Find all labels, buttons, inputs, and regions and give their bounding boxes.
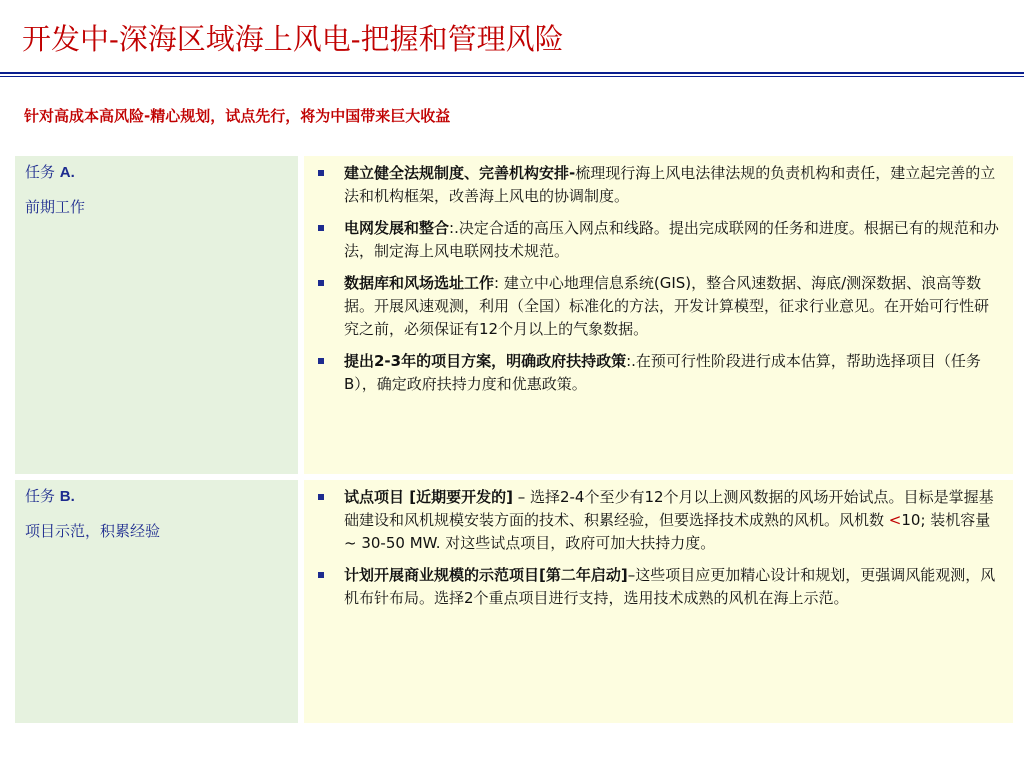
list-item: [344, 162, 1001, 208]
bullet-square-icon: [318, 572, 324, 578]
task-a-label: [25, 162, 288, 183]
page-title: 开发中-深海区域海上风电-把握和管理风险: [22, 22, 564, 56]
task-row-a: [15, 156, 1013, 474]
task-a-id: A.: [59, 164, 75, 181]
list-item: [344, 486, 1001, 555]
task-b-desc: 项目示范，积累经验: [25, 522, 161, 540]
bullet-text: –这些项目应更加精心设计和规划，更强调风能观测，风机布针布局。选择2个重点项目进行支持，选用技术成熟的风机在海上示范。: [344, 566, 996, 607]
bullet-square-icon: [318, 170, 324, 176]
bullet-heading: 电网发展和整合: [344, 219, 450, 237]
task-a-desc: 前期工作: [25, 198, 86, 216]
bullet-square-icon: [318, 358, 324, 364]
bullet-text: 梳理现行海上风电法律法规的负责机构和责任，建立起完善的立法和机构框架，改善海上风电的协调制度。: [344, 164, 996, 205]
bullet-text: : 建立中心地理信息系统(GIS)，整合风速数据、海底/测深数据、浪高等数据。开展风速观测，利用（全国）标准化的方法，开发计算模型，征求行业意见。在开始可行性研究之前，必须保证有12个月以上的气象数据。: [344, 274, 990, 338]
bullet-text: :.在预可行性阶段进行成本估算，帮助选择项目（任务B），确定政府扶持力度和优惠政策。: [344, 352, 981, 393]
bullet-square-icon: [318, 494, 324, 500]
bullet-square-icon: [318, 280, 324, 286]
task-a-bullet-list: [344, 162, 1001, 396]
task-a-content-cell: [304, 156, 1013, 474]
bullet-text: – 选择2-4个至少有12个月以上测风数据的风场开始试点。目标是掌握基础建设和风机规模安装方面的技术、积累经验，但要选择技术成熟的风机。风机数: [344, 488, 994, 529]
task-row-b: [15, 480, 1013, 723]
page-subtitle: 针对高成本高风险-精心规划，试点先行，将为中国带来巨大收益: [24, 107, 451, 125]
task-b-id: B.: [59, 488, 75, 505]
list-item: [344, 350, 1001, 396]
bullet-heading: 建立健全法规制度、完善机构安排-: [344, 164, 576, 182]
task-a-prefix: 任务: [25, 163, 56, 181]
bullet-heading: 计划开展商业规模的示范项目[第二年启动]: [344, 566, 628, 584]
task-b-prefix: 任务: [25, 487, 56, 505]
bullet-heading: 提出2-3年的项目方案，明确政府扶持政策: [344, 352, 627, 370]
bullet-heading: 试点项目 [近期要开发的]: [344, 488, 513, 506]
task-a-label-cell: [15, 156, 298, 474]
task-b-content-cell: [304, 480, 1013, 723]
bullet-square-icon: [318, 225, 324, 231]
task-b-label-cell: [15, 480, 298, 723]
less-than-symbol: <: [888, 511, 902, 529]
task-b-bullet-list: [344, 486, 1001, 610]
list-item: [344, 217, 1001, 263]
bullet-text-cont: 10; 装机容量 ~ 30-50 MW. 对这些试点项目，政府可加大扶持力度。: [344, 511, 991, 552]
bullet-heading: 数据库和风场选址工作: [344, 274, 495, 292]
title-divider: [0, 72, 1024, 77]
bullet-text: :.决定合适的高压入网点和线路。提出完成联网的任务和进度。根据已有的规范和办法，制定海上风电联网技术规范。: [344, 219, 999, 260]
task-b-label: [25, 486, 288, 507]
list-item: [344, 272, 1001, 341]
list-item: [344, 564, 1001, 610]
